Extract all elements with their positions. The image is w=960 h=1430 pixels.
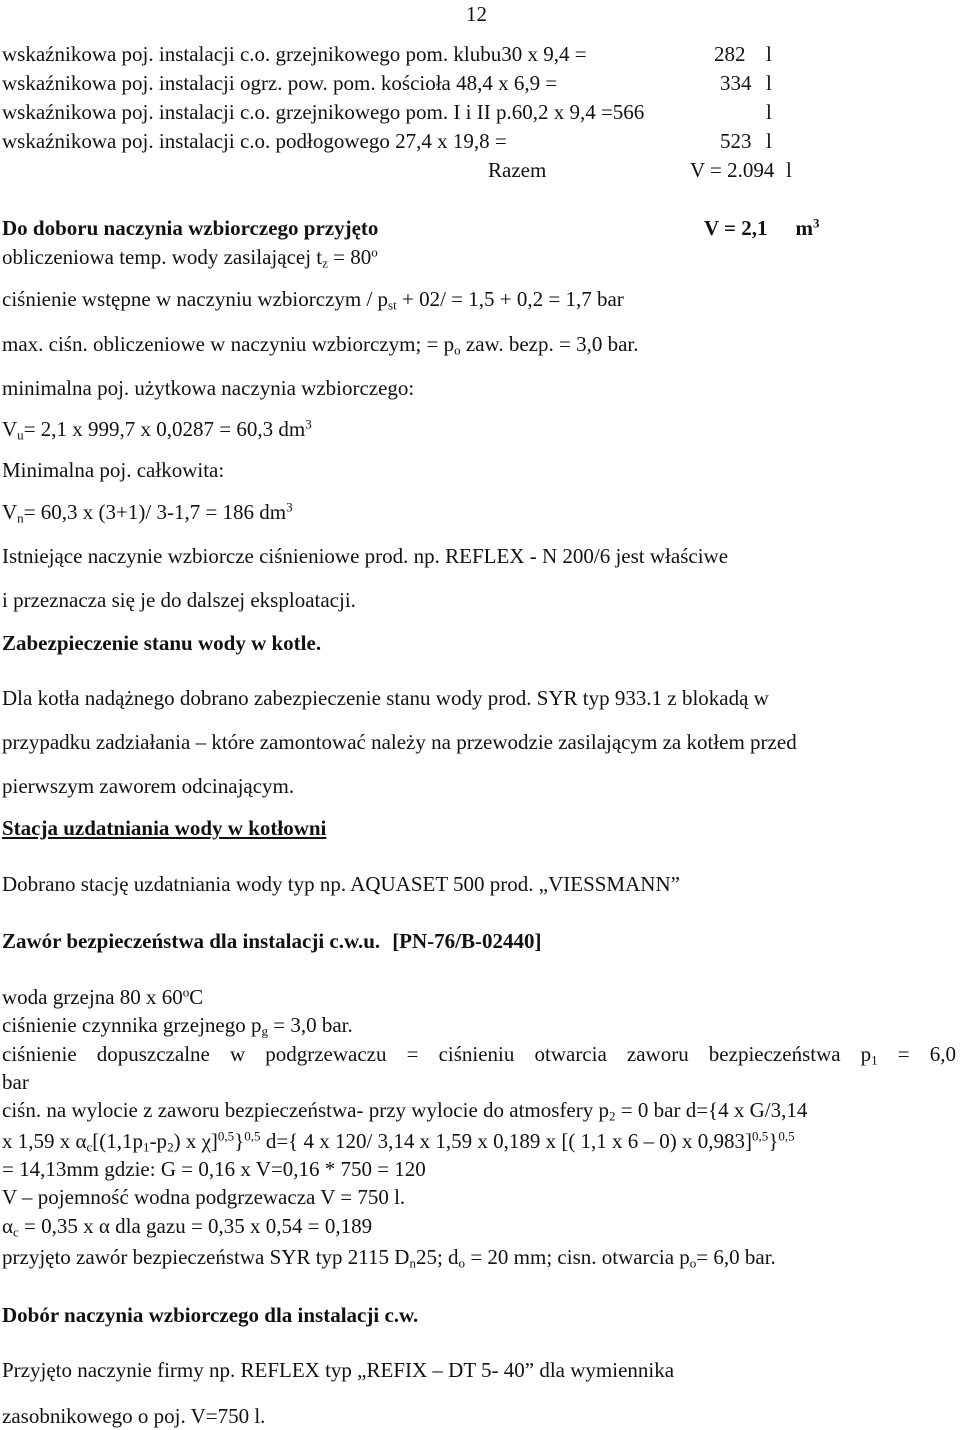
alpha-line: [2, 1214, 372, 1238]
allowed-unit: bar: [2, 1070, 29, 1094]
adopted-text: = 20 mm; cisn. otwarcia p: [465, 1245, 690, 1269]
volume-unit-3: l: [766, 100, 772, 124]
result-line: = 14,13mm gdzie: G = 0,16 x V=0,16 * 750 = 120: [2, 1157, 426, 1181]
allowed-pressure-line: [2, 1042, 956, 1066]
formula-subscript: 2: [167, 1139, 174, 1155]
temp-degree: o: [371, 244, 378, 260]
valve-heading-text: Zawór bezpieczeństwa dla instalacji c.w.u.: [2, 929, 381, 953]
vn-subscript: n: [17, 510, 24, 526]
volume-unit-2: l: [766, 71, 772, 95]
pressure-text: ciśnienie wstępne w naczyniu wzbiorczym / p: [2, 287, 389, 311]
vn-formula: [2, 500, 293, 524]
formula-part: d={ 4 x 120/ 3,14 x 1,59 x 0,189 x [( 1,1 x 6 – 0) x 0,983]: [260, 1129, 753, 1153]
vn-symbol: V: [2, 500, 18, 524]
volume-value-2: 334: [720, 71, 752, 95]
vn-exponent: 3: [286, 499, 293, 515]
total-unit: l: [786, 158, 792, 182]
vu-symbol: V: [2, 417, 18, 441]
alpha-symbol: α: [98, 1214, 110, 1238]
water-degree: o: [182, 984, 190, 1000]
treatment-heading: Stacja uzdatniania wody w kotłowni: [2, 816, 327, 840]
treatment-line-1: Dobrano stację uzdatniania wody typ np. AQUASET 500 prod. „VIESSMANN”: [2, 872, 680, 896]
formula-exponent: 0,5: [752, 1128, 769, 1144]
formula-part: }: [234, 1129, 245, 1153]
boiler-line-2: przypadku zadziałania – które zamontować należy na przewodzie zasilającym za kotłem przed: [2, 730, 797, 754]
volume-text: wskaźnikowa poj. instalacji c.o. grzejnikowego pom. klubu30 x 9,4 =: [2, 42, 587, 66]
diameter-formula: [2, 1129, 795, 1153]
outlet-text: ciśn. na wylocie z zaworu bezpieczeństwa- przy wylocie do atmosfery p: [2, 1098, 610, 1122]
existing-vessel-line-1: Istniejące naczynie wzbiorcze ciśnieniowe prod. np. REFLEX - N 200/6 jest właściwe: [2, 544, 729, 568]
volume-value-1: 282: [714, 42, 746, 66]
adopted-subscript: o: [689, 1255, 697, 1271]
allowed-text: ciśnienie dopuszczalne w podgrzewaczu = ciśnieniu otwarcia zaworu bezpieczeństwa p: [2, 1042, 872, 1066]
alpha-symbol: α: [2, 1214, 14, 1238]
alpha-subscript: c: [13, 1224, 19, 1240]
page-number: 12: [466, 2, 487, 26]
vessel-heading: Do doboru naczynia wzbiorczego przyjęto: [2, 216, 379, 240]
formula-part: }: [768, 1129, 779, 1153]
boiler-heading: Zabezpieczenie stanu wody w kotle.: [2, 631, 322, 655]
water-unit: C: [189, 985, 204, 1009]
formula-subscript: c: [86, 1139, 93, 1155]
vessel-unit-exponent: 3: [813, 215, 820, 231]
vu-exponent: 3: [305, 416, 312, 432]
vu-value: = 2,1 x 999,7 x 0,0287 = 60,3 dm: [23, 417, 306, 441]
valve-heading: [2, 929, 542, 953]
vu-formula: [2, 417, 312, 441]
vessel-unit: m: [795, 216, 814, 240]
alpha-value: dla gazu = 0,35 x 0,54 = 0,189: [109, 1214, 373, 1238]
water-line: [2, 985, 203, 1009]
cw-vessel-line-1: Przyjęto naczynie firmy np. REFLEX typ „REFIX – DT 5- 40” dla wymiennika: [2, 1358, 675, 1382]
volume-line-1: [2, 42, 587, 66]
pressure-value: + 02/ = 1,5 + 0,2 = 1,7 bar: [396, 287, 624, 311]
max-pressure-text: max. ciśn. obliczeniowe w naczyniu wzbiorczym; = p: [2, 332, 455, 356]
cw-vessel-line-2: zasobnikowego o poj. V=750 l.: [2, 1404, 266, 1428]
adopted-text: przyjęto zawór bezpieczeństwa SYR typ 2115 D: [2, 1245, 410, 1269]
vu-subscript: u: [17, 427, 24, 443]
volume-text: wskaźnikowa poj. instalacji c.o. podłogowego 27,4 x 19,8 =: [2, 129, 507, 153]
chi-symbol: χ: [201, 1129, 211, 1153]
adopted-valve-line: [2, 1245, 776, 1269]
pressure-line: [2, 287, 624, 311]
medium-line: [2, 1013, 353, 1037]
formula-part: -p: [149, 1129, 168, 1153]
volume-line-3: [2, 100, 644, 124]
adopted-text: 25; d: [415, 1245, 459, 1269]
allowed-value: = 6,0: [877, 1042, 956, 1066]
outlet-subscript: 2: [609, 1108, 616, 1124]
total-volume-label: Minimalna poj. całkowita:: [2, 458, 225, 482]
alpha-text: = 0,35 x: [18, 1214, 99, 1238]
heater-volume-line: V – pojemność wodna podgrzewacza V = 750 l.: [2, 1185, 406, 1209]
max-pressure-line: [2, 332, 638, 356]
volume-line-4: [2, 129, 507, 153]
formula-exponent: 0,5: [217, 1128, 235, 1144]
pressure-subscript: st: [388, 297, 397, 313]
cw-vessel-heading: Dobór naczynia wzbiorczego dla instalacji c.w.: [2, 1303, 419, 1327]
medium-value: = 3,0 bar.: [268, 1013, 353, 1037]
formula-part: ]: [210, 1129, 218, 1153]
max-pressure-value: zaw. bezp. = 3,0 bar.: [460, 332, 639, 356]
temp-line: [2, 245, 378, 269]
volume-value-4: 523: [720, 129, 752, 153]
adopted-subscript: o: [458, 1255, 466, 1271]
alpha-symbol: α: [75, 1129, 87, 1153]
adopted-value: = 6,0 bar.: [696, 1245, 776, 1269]
boiler-line-1: Dla kotła nadążnego dobrano zabezpieczenie stanu wody prod. SYR typ 933.1 z blokadą w: [2, 686, 769, 710]
volume-text: wskaźnikowa poj. instalacji ogrz. pow. pom. kościoła 48,4 x 6,9 =: [2, 71, 558, 95]
volume-unit-4: l: [766, 129, 772, 153]
vessel-heading-value: [704, 216, 820, 240]
medium-subscript: g: [261, 1023, 268, 1039]
formula-exponent: 0,5: [778, 1128, 795, 1144]
adopted-subscript: n: [409, 1255, 416, 1271]
outlet-line: [2, 1098, 807, 1122]
formula-part: ) x: [173, 1129, 202, 1153]
medium-text: ciśnienie czynnika grzejnego p: [2, 1013, 262, 1037]
temp-subscript: z: [322, 255, 328, 271]
volume-text: wskaźnikowa poj. instalacji c.o. grzejnikowego pom. I i II p.60,2 x 9,4 =566: [2, 100, 645, 124]
water-text: woda grzejna 80 x 60: [2, 985, 183, 1009]
temp-text: obliczeniowa temp. wody zasilającej t: [2, 245, 323, 269]
formula-part: [(1,1p: [92, 1129, 144, 1153]
formula-exponent: 0,5: [244, 1128, 261, 1144]
total-value: V = 2.094: [690, 158, 775, 182]
max-pressure-subscript: o: [454, 342, 461, 358]
vn-value: = 60,3 x (3+1)/ 3-1,7 = 186 dm: [23, 500, 287, 524]
vessel-value: V = 2,1: [704, 216, 768, 240]
total-label: Razem: [488, 158, 547, 182]
formula-part: x 1,59 x: [2, 1129, 76, 1153]
min-volume-label: minimalna poj. użytkowa naczynia wzbiorczego:: [2, 376, 415, 400]
temp-value: = 80: [327, 245, 372, 269]
volume-line-2: [2, 71, 557, 95]
boiler-line-3: pierwszym zaworem odcinającym.: [2, 774, 295, 798]
allowed-subscript: 1: [871, 1052, 878, 1068]
outlet-value: = 0 bar d={4 x G/3,14: [615, 1098, 808, 1122]
valve-heading-norm: [PN-76/B-02440]: [392, 929, 542, 953]
formula-subscript: 1: [143, 1139, 150, 1155]
existing-vessel-line-2: i przeznacza się je do dalszej eksploatacji.: [2, 588, 356, 612]
volume-unit-1: l: [766, 42, 772, 66]
